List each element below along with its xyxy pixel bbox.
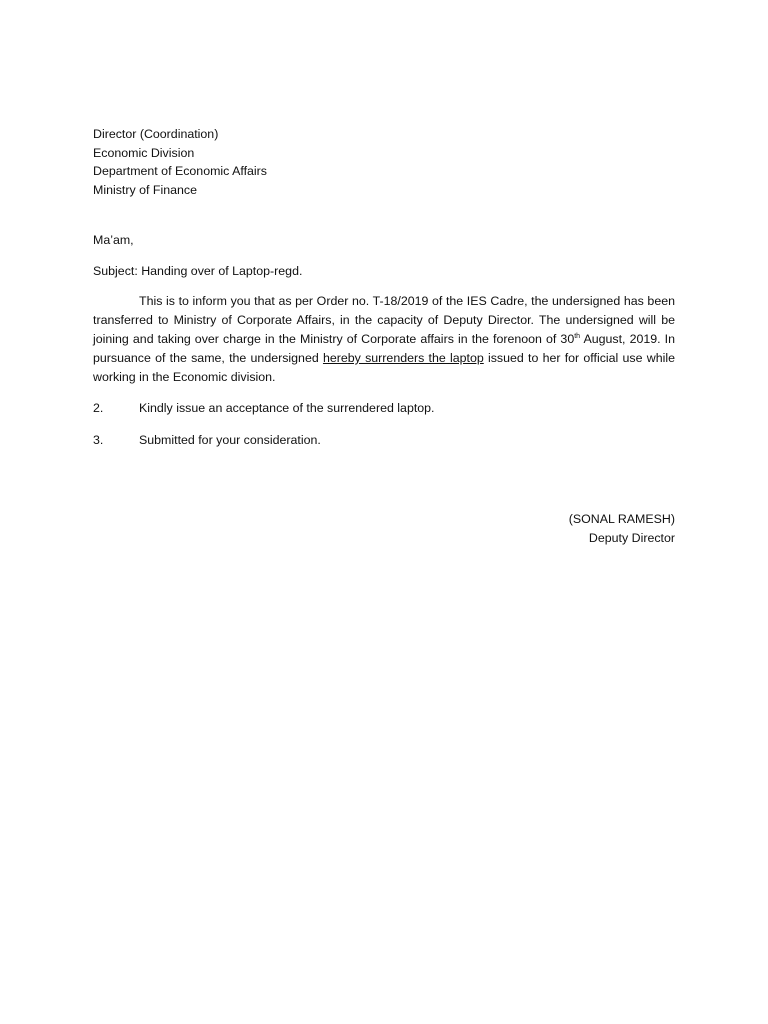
item-text: Kindly issue an acceptance of the surrendered laptop. xyxy=(139,401,435,415)
addressee-block xyxy=(93,125,267,199)
body-paragraph xyxy=(93,292,675,387)
addressee-ministry: Ministry of Finance xyxy=(93,182,197,197)
body-text-part1: This is to inform you that as per Order no. T-18/2019 of the IES Cadre, the undersigned has been transferred to Ministry of Corporate Affairs, in the capacity of Deputy Director. The undersigned will be joining and taking over charge in the Ministry of Corporate affairs in the forenoon of 30 xyxy=(93,294,675,346)
addressee-designation: Director (Coordination) xyxy=(93,127,219,141)
underlined-emphasis: hereby surrenders the laptop xyxy=(322,351,484,365)
numbered-item xyxy=(93,431,321,449)
addressee-division: Economic Division xyxy=(93,145,195,160)
body-text-part2: August, 2019. In pursuance of the same, the undersigned xyxy=(93,332,675,365)
subject-line: Subject: Handing over of Laptop-regd. xyxy=(93,264,303,278)
item-number: 2. xyxy=(93,401,104,415)
body-text-part3: issued to her for official use while working in the Economic division. xyxy=(93,351,675,384)
ordinal-suffix: th xyxy=(574,333,581,340)
addressee-department: Department of Economic Affairs xyxy=(93,164,268,179)
signature-block xyxy=(569,510,675,547)
item-text: Submitted for your consideration. xyxy=(139,433,321,447)
signatory-designation: Deputy Director xyxy=(588,530,675,545)
numbered-item xyxy=(93,399,435,417)
item-number: 3. xyxy=(93,433,104,447)
salutation: Ma’am, xyxy=(93,233,134,247)
signatory-name: (SONAL RAMESH) xyxy=(568,512,675,526)
